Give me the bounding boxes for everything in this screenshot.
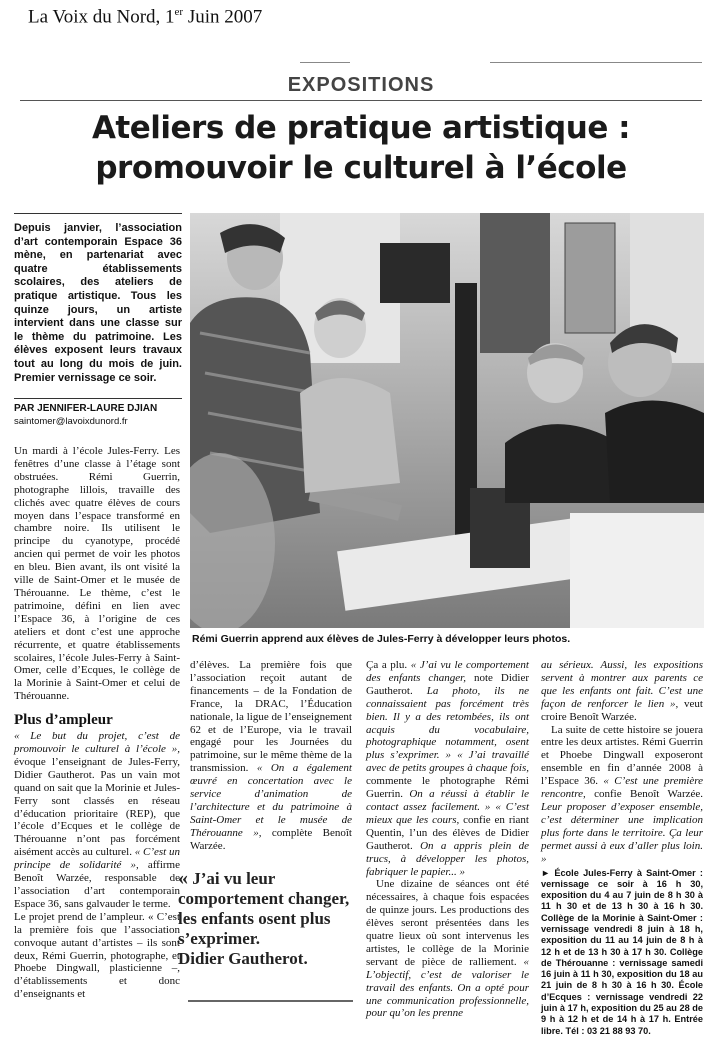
header-rule-left [300,62,350,63]
author-email: saintomer@lavoixdunord.fr [14,416,128,427]
subheading: Plus d’ampleur [14,712,113,729]
col4-paragraph-2: La suite de cette histoire se jouera entre les deux artistes. Rémi Guerrin et Phoebe Dingwall exposeront ensemble en fin d’année 2008 à l’Espace 36. « C’est une première rencontre, confie Benoît Warzée. Leur proposer d’exposer ensemble, c’est déterminer une implication plus forte dans le territoire. Ça leur permet aussi à eux d’aller plus loin. » [541,723,703,865]
col1-paragraph-2: « Le but du projet, c’est de promouvoir le culturel à l’école », évoque l’enseignant de Jules-Ferry, Didier Gautherot. Pas un vain mot quand on sait que la Morinie et Jules-Ferry sont classés en réseau d’éducation prioritaire (REP), que l’école d’Ecques et le collège de Thérouanne n’ont pas forcément aisément accès au culturel. « C’est un principe de solidarité », affirme Benoît Warzée, responsable de l’association d’art contemporain Espace 36, sans galvauder le terme. [14,730,180,910]
col3-paragraph-1: Ça a plu. « J’ai vu le comportement des enfants changer, note Didier Gautherot. La photo, ils ne connaissaient pas forcément très bien. Il y a des retombées, ils ont acquis du vocabulaire, photographique notamment, osent plus s’exprimer. » « J’ai travaillé avec de petits groupes à chaque fois, commente le photographe Rémi Guerrin. On a réussi à établir le contact assez facilement. » « C’est mieux que les cours, confie en riant Quentin, l’un des élèves de Didier Gautherot. On a appris plein de trucs, à développer les photos, fabriquer le papier... » [366,659,529,878]
lead-paragraph: Depuis janvier, l’association d’art contemporain Espace 36 mène, en partenariat avec quatre établissements scolaires, des ateliers de pratique artistique. Tous les quinze jours, un artiste intervient dans une classe sur le thème du patrimoine. Les élèves exposent leurs travaux tout au long du mois de juin. Premier vernissage ce soir. [14,222,182,384]
newspaper-header: La Voix du Nord, 1er Juin 2007 [28,6,263,28]
byline-rule [14,398,182,399]
pull-quote [178,868,358,969]
header-rule-right [490,62,702,63]
exhibition-schedule: ► École Jules-Ferry à Saint-Omer : vernissage ce soir à 16 h 30, exposition du 4 au 7 juin de 8 h 30 à 11 h 30 et de 13 h 30 à 16 h 30. Collège de la Morinie à Saint-Omer : vernissage vendredi 8 juin à 18 h, exposition du 11 au 14 juin de 8 h à 12 h et de 13 h 30 à 17 h 30. Collège de Thérouanne : vernissage samedi 16 juin à 11 h 30, exposition du 18 au 21 juin de 8 h 30 à 16 h 30. École d’Ecques : vernissage vendredi 22 juin à 17 h, exposition du 25 au 28 de 9 h à 12 h et de 14 h à 17 h. Entrée libre. Tél : 03 21 88 93 70. [541,867,703,1036]
column-3 [366,659,529,1020]
section-label: EXPOSITIONS [287,74,435,96]
column-2 [190,659,352,853]
quote-rule [188,1000,353,1002]
column-4 [541,659,703,1037]
byline: PAR JENNIFER-LAURE DJIAN [14,403,158,414]
article-photo [190,213,704,628]
col2-paragraph-1: d’élèves. La première fois que l’association reçoit autant de financements – de la Fondation de France, la DRAC, l’Éducation nationale, la ligue de l’enseignement 62 et de l’Europe, via le travail engagé pour les Journées du patrimoine, sur le même thème de la transmission. « On a également œuvré en concertation avec le service d’animation de l’architecture et du patrimoine à Saint-Omer et le musée de Thérouanne », complète Benoît Warzée. [190,659,352,852]
headline-line-1: Ateliers de pratique artistique : [91,110,631,146]
col4-paragraph-1: au sérieux. Aussi, les expositions servent à montrer aux parents ce que les enfants ont fait. C’est une façon de renforcer le lien », veut croire Benoît Warzée. [541,659,703,723]
quote-mark-icon: « [178,867,188,889]
photo-illustration [190,213,704,628]
photo-caption: Rémi Guerrin apprend aux élèves de Jules-Ferry à développer leurs photos. [192,633,571,645]
section-rule [20,100,702,101]
headline [20,108,702,188]
lead-top-rule [14,213,182,214]
col3-paragraph-2: Une dizaine de séances ont été nécessaires, à chaque fois espacées de quinze jours. Les productions des élèves seront présentées dans les quatre lieux où sont intervenus les artistes, le collège de la Morinie servant de pièce de ralliement. « L’objectif, c’est de valoriser le travail des enfants. On a opté pour une communication professionnelle, pour qu’on les prenne [366,878,529,1020]
column-1 [14,445,180,1001]
headline-line-2: promouvoir le culturel à l’école [95,150,627,186]
col1-paragraph-3: Le projet prend de l’ampleur. « C’est la première fois que l’association convoque autant d’artistes – ils sont deux, Rémi Guerrin, photographe, et Phoebe Dingwall, plasticienne –, d’établissements et donc d’enseignants et [14,910,180,1001]
pull-quote-author: Didier Gautherot. [178,949,308,968]
pull-quote-text: J’ai vu leur comportement changer, les enfants osent plus s’exprimer. [178,869,350,948]
col1-paragraph-1: Un mardi à l’école Jules-Ferry. Les fenêtres d’une classe à l’étage sont obstruées. Rémi Guerrin, photographe lillois, travaille des clichés avec quatre élèves de cours moyen dans l’espace transformé en chambre noire. Ils utilisent le principe du cyanotype, procédé ancien qui permet de voir les photos en bleu. Bien avant, ils ont visité la ville de Saint-Omer et le musée de Thérouanne. Le thème, c’est le patrimoine, défini en lien avec l’Espace 36, à l’origine de ces ateliers et dont c’est une approche récurrente, et quatre établissements scolaires, l’école Jules-Ferry à Saint-Omer, celle d’Ecques, le collège de la Morinie à Saint-Omer et celui de Thérouanne. [14,445,180,703]
